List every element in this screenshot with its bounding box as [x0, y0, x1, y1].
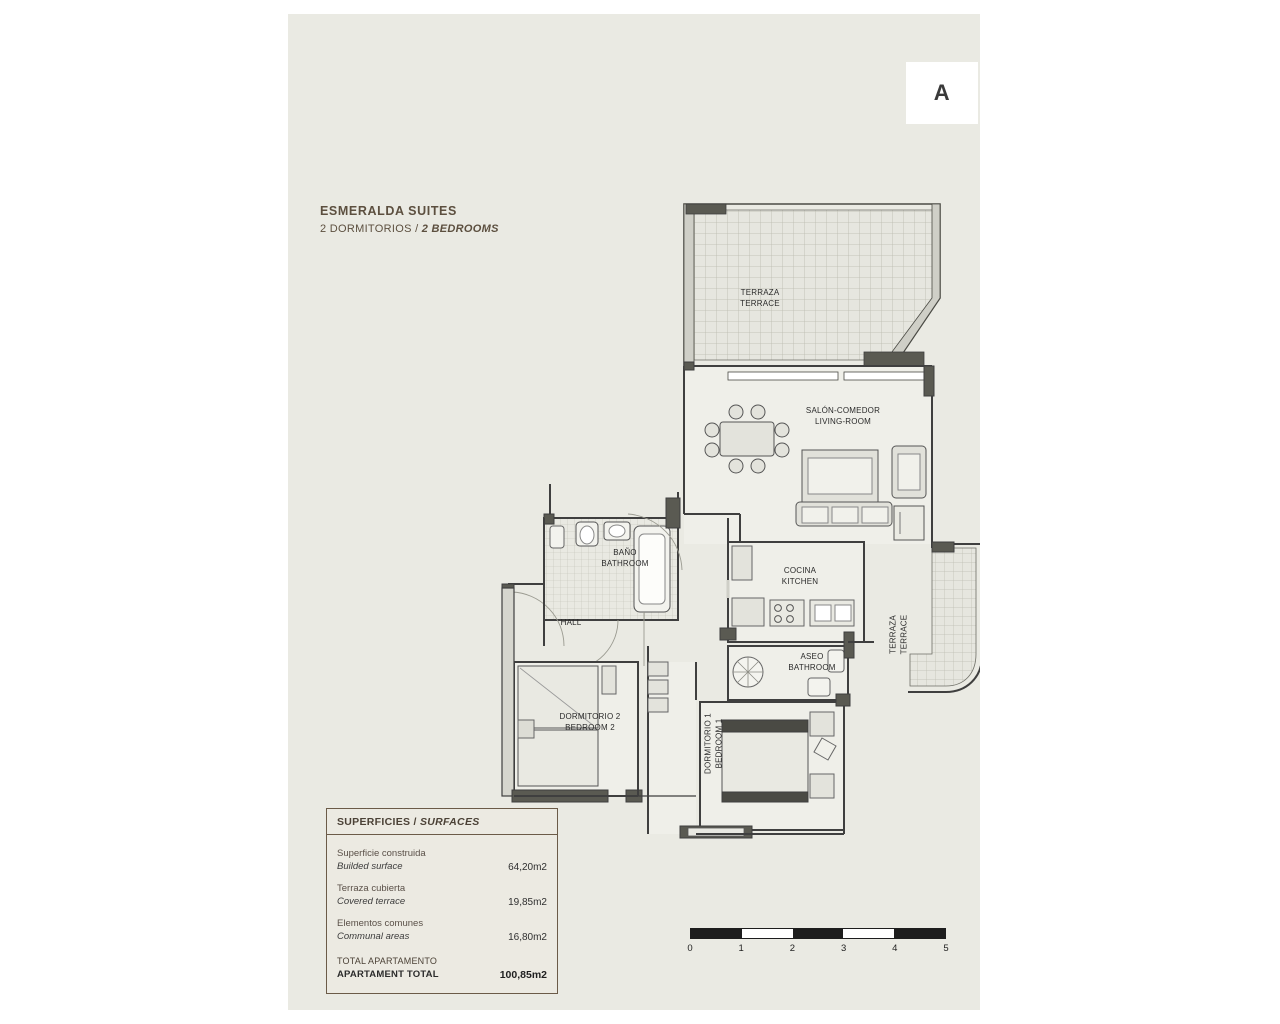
- plate-letter: [906, 62, 978, 124]
- scale-tick-label: 4: [892, 943, 898, 954]
- surface-label-en: Communal areas: [337, 931, 410, 942]
- room-label-es: DORMITORIO 1: [703, 713, 713, 774]
- surface-label-es: Elementos comunes: [337, 918, 424, 929]
- room-label-aseo: [788, 652, 835, 673]
- room-label-bathroom: [601, 548, 648, 569]
- scale-segment: [793, 929, 844, 938]
- surfaces-table: [326, 808, 558, 994]
- scale-tick-label: 1: [738, 943, 744, 954]
- room-label-bedroom-1: [704, 706, 725, 782]
- surface-total-label-en: APARTAMENT TOTAL: [337, 969, 439, 980]
- scale-segment: [894, 929, 945, 938]
- surface-total-value: 100,85m2: [499, 969, 547, 981]
- table-row: [337, 882, 547, 908]
- room-label-en: BEDROOM 1: [714, 718, 723, 769]
- room-label-bedroom-2: [560, 712, 621, 733]
- surface-total-label-es: TOTAL APARTAMENTO: [337, 956, 438, 966]
- table-row: [337, 917, 547, 943]
- surface-label-es: Superficie construida: [337, 848, 426, 859]
- scale-segment: [742, 929, 793, 938]
- room-label-en: BEDROOM 2: [565, 722, 615, 732]
- room-label-en: TERRACE: [899, 614, 908, 655]
- scale-tick-label: 5: [943, 943, 949, 954]
- surfaces-header-es: SUPERFICIES /: [337, 816, 420, 828]
- surface-label-es: Terraza cubierta: [337, 883, 406, 894]
- scale-segment: [843, 929, 894, 938]
- room-label-terrace-right: [889, 607, 910, 663]
- title-block: [320, 204, 620, 235]
- scale-segment: [691, 929, 742, 938]
- surface-label-en: Builded surface: [337, 861, 403, 872]
- surfaces-header-en: SURFACES: [419, 816, 480, 828]
- surfaces-header: [327, 809, 557, 835]
- room-label-es: BAÑO: [613, 548, 637, 557]
- room-label-kitchen: [782, 566, 819, 587]
- scale-labels: [687, 943, 949, 959]
- page-subtitle-en: 2 BEDROOMS: [421, 223, 499, 235]
- page-subtitle-es: 2 DORMITORIOS /: [320, 223, 422, 235]
- plate-letter-text: A: [933, 80, 951, 105]
- scale-bar: [690, 928, 946, 939]
- page-subtitle: [320, 223, 620, 235]
- scale-tick-label: 0: [687, 943, 693, 954]
- surface-value: 16,80m2: [508, 932, 547, 943]
- room-label-es: DORMITORIO 2: [559, 712, 621, 721]
- surface-label-en: Covered terrace: [337, 896, 406, 907]
- room-label-en: LIVING-ROOM: [815, 416, 871, 426]
- room-label-es: SALÓN-COMEDOR: [805, 406, 881, 415]
- room-label-terrace-top: [740, 288, 780, 309]
- table-row: [337, 847, 547, 873]
- table-row-total: [337, 955, 547, 981]
- room-label-es: TERRAZA: [888, 615, 898, 654]
- surface-value: 64,20m2: [508, 862, 547, 873]
- room-label-en: BATHROOM: [601, 558, 649, 568]
- room-label-living-room: [806, 406, 880, 427]
- room-label-en: KITCHEN: [781, 576, 819, 586]
- scale-bar-group: [687, 928, 949, 959]
- room-label-es: COCINA: [783, 566, 817, 575]
- room-label-en: BATHROOM: [788, 662, 836, 672]
- room-label-en: TERRACE: [740, 298, 780, 308]
- room-label-es: ASEO: [800, 652, 824, 661]
- page-title: ESMERALDA SUITES: [320, 204, 457, 218]
- room-label-es: TERRAZA: [740, 288, 780, 297]
- surfaces-body: [327, 835, 557, 993]
- surface-value: 19,85m2: [508, 897, 547, 908]
- scale-tick-label: 2: [789, 943, 796, 954]
- room-label-es: HALL: [560, 618, 582, 627]
- scale-tick-label: 3: [840, 943, 847, 954]
- room-label-hall: [561, 618, 582, 629]
